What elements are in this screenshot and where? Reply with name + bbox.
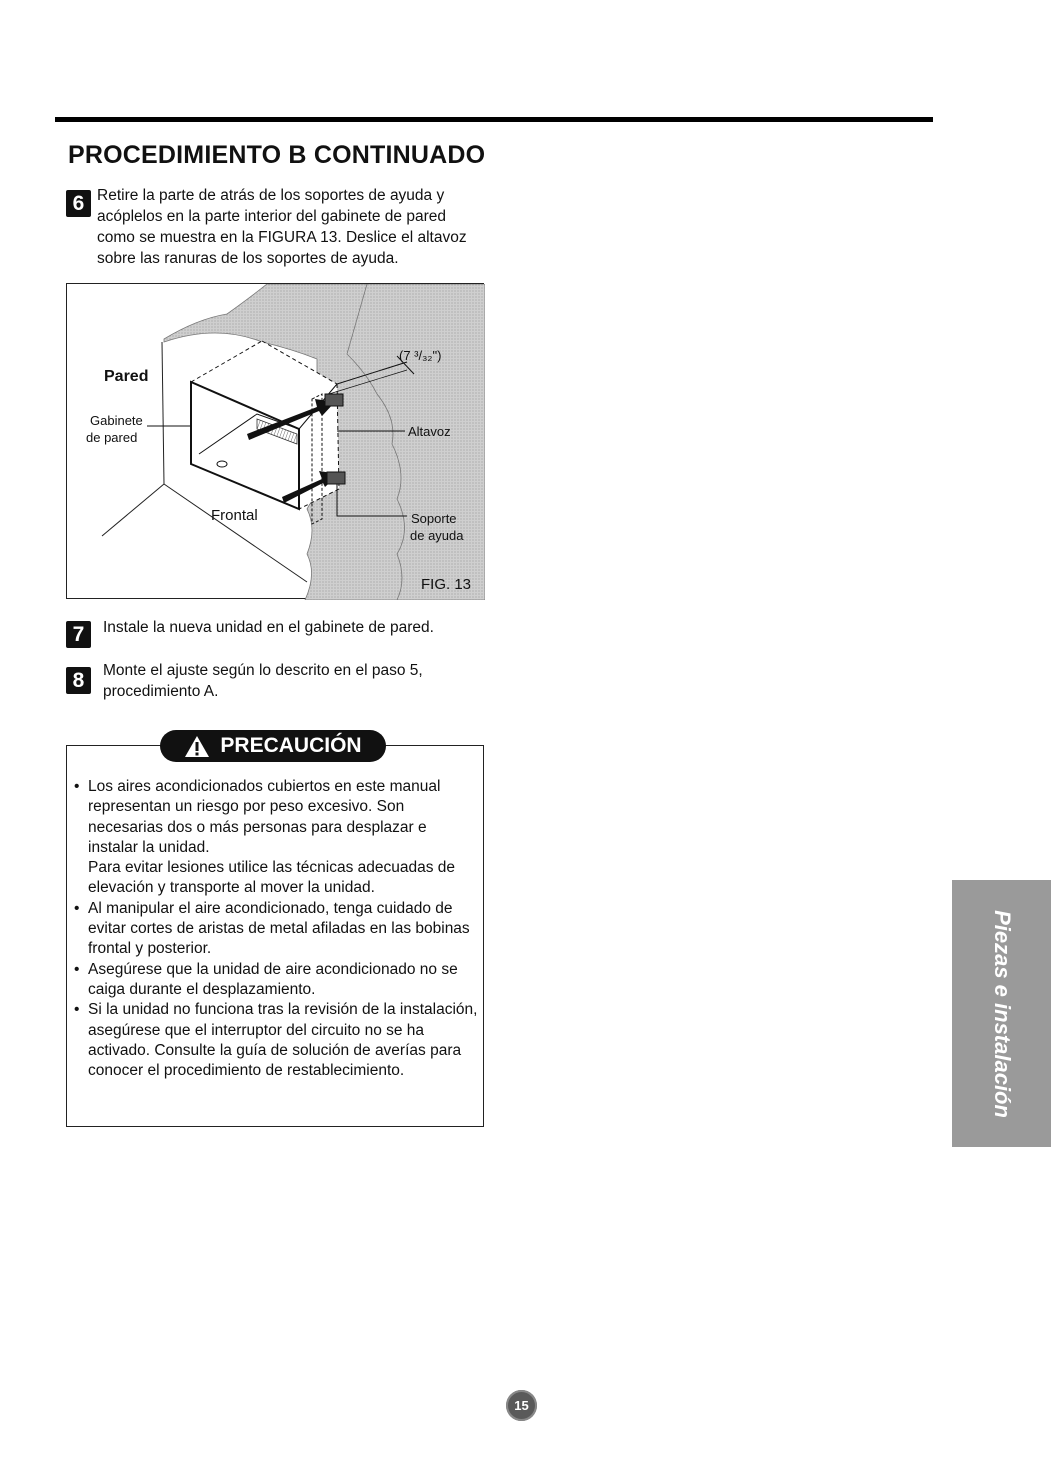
caution-list bbox=[74, 777, 479, 1081]
label-front: Frontal bbox=[211, 507, 258, 524]
step-8-text: Monte el ajuste según lo descrito en el paso 5, procedimiento A. bbox=[103, 662, 423, 700]
section-side-tab bbox=[952, 880, 1051, 1147]
step-6-text: Retire la parte de atrás de los soportes de ayuda y acóplelos en la parte interior del gabinete de pared como se muestra en la FIGURA 13. Deslice el altavoz sobre las ranuras de los soportes de ayuda. bbox=[97, 187, 467, 267]
caution-item: • Asegúrese que la unidad de aire acondicionado no se caiga durante el desplazamiento. bbox=[74, 960, 479, 1001]
caution-title: PRECAUCIÓN bbox=[220, 734, 362, 757]
label-support-2: de ayuda bbox=[410, 528, 464, 543]
caution-item: • Los aires acondicionados cubiertos en este manual representan un riesgo por peso excesivo. Son necesarias dos o más personas para desplazar e instalar la unidad. Para evitar lesiones utilice las técnicas adecuadas de elevación y transporte al mover la unidad. bbox=[74, 777, 479, 899]
caution-item: • Al manipular el aire acondicionado, tenga cuidado de evitar cortes de aristas de metal afiladas en las bobinas frontal y posterior. bbox=[74, 899, 479, 960]
step-7-text: Instale la nueva unidad en el gabinete de pared. bbox=[103, 619, 434, 636]
figure-13 bbox=[66, 283, 484, 599]
warning-triangle-icon bbox=[184, 735, 210, 758]
page-number: 15 bbox=[506, 1390, 537, 1421]
top-rule bbox=[55, 117, 933, 122]
cabinet-diagram bbox=[67, 284, 485, 600]
label-wall: Pared bbox=[104, 368, 149, 385]
label-dimension: (7 ³/₃₂") bbox=[399, 348, 442, 363]
label-support-1: Soporte bbox=[411, 511, 457, 526]
caution-item: • Si la unidad no funciona tras la revisión de la instalación, asegúrese que el interruptor del circuito no se ha activado. Consulte la guía de solución de averías para conocer el procedimiento de restablecimiento. bbox=[74, 1000, 479, 1081]
step-7-badge: 7 bbox=[66, 621, 91, 648]
step-8-badge: 8 bbox=[66, 667, 91, 694]
side-tab-label: Piezas e instalación bbox=[989, 909, 1015, 1118]
caution-banner bbox=[160, 730, 386, 762]
step-6-badge: 6 bbox=[66, 190, 91, 217]
label-speaker: Altavoz bbox=[408, 424, 451, 439]
label-cabinet-2: de pared bbox=[86, 430, 138, 445]
figure-caption: FIG. 13 bbox=[421, 576, 472, 593]
label-cabinet-1: Gabinete bbox=[90, 413, 143, 428]
page-title: PROCEDIMIENTO B CONTINUADO bbox=[68, 141, 486, 169]
